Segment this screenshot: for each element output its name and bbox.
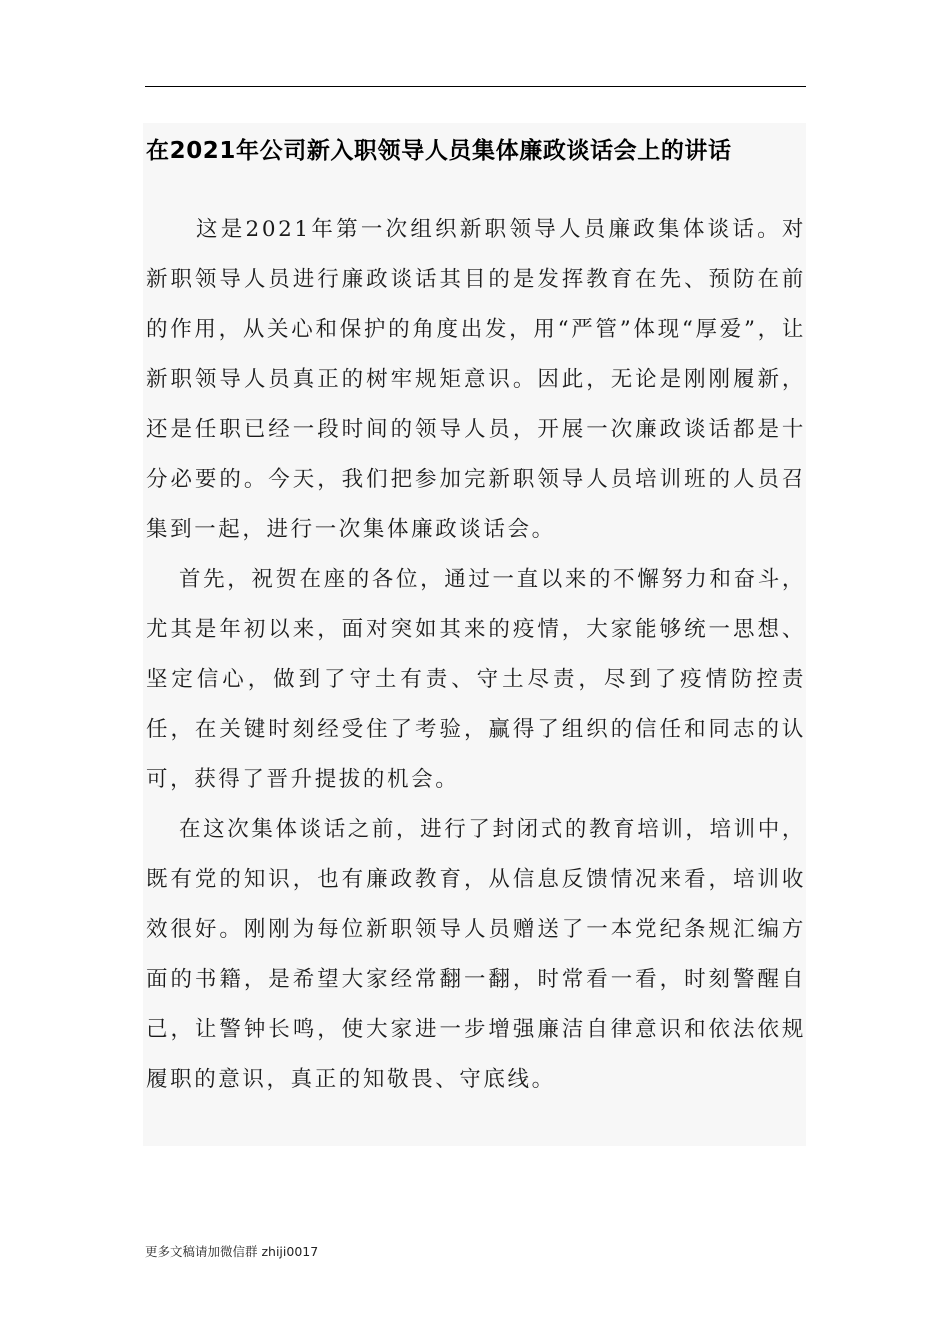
document-title: 在2021年公司新入职领导人员集体廉政谈话会上的讲话 xyxy=(146,138,732,164)
document-body xyxy=(143,123,806,1146)
paragraph-2: 首先，祝贺在座的各位，通过一直以来的不懈努力和奋斗，尤其是年初以来，面对突如其来的疫情，大家能够统一思想、坚定信心，做到了守土有责、守土尽责，尽到了疫情防控责任，在关键时刻经受住了考验，赢得了组织的信任和同志的认可，获得了晋升提拔的机会。 xyxy=(146,567,806,792)
paragraph-1: 这是2021年第一次组织新职领导人员廉政集体谈话。对新职领导人员进行廉政谈话其目的是发挥教育在先、预防在前的作用，从关心和保护的角度出发，用“严管”体现“厚爱”，让新职领导人员真正的树牢规矩意识。因此，无论是刚刚履新，还是任职已经一段时间的领导人员，开展一次廉政谈话都是十分必要的。今天，我们把参加完新职领导人员培训班的人员召集到一起，进行一次集体廉政谈话会。 xyxy=(146,217,806,542)
page-footer: 更多文稿请加微信群 zhiji0017 xyxy=(145,1244,319,1259)
header-rule xyxy=(145,86,806,87)
paragraph-3: 在这次集体谈话之前，进行了封闭式的教育培训，培训中，既有党的知识，也有廉政教育，从信息反馈情况来看，培训收效很好。刚刚为每位新职领导人员赠送了一本党纪条规汇编方面的书籍，是希望大家经常翻一翻，时常看一看，时刻警醒自己，让警钟长鸣，使大家进一步增强廉洁自律意识和依法依规履职的意识，真正的知敬畏、守底线。 xyxy=(146,817,806,1092)
document-text xyxy=(146,205,806,1105)
